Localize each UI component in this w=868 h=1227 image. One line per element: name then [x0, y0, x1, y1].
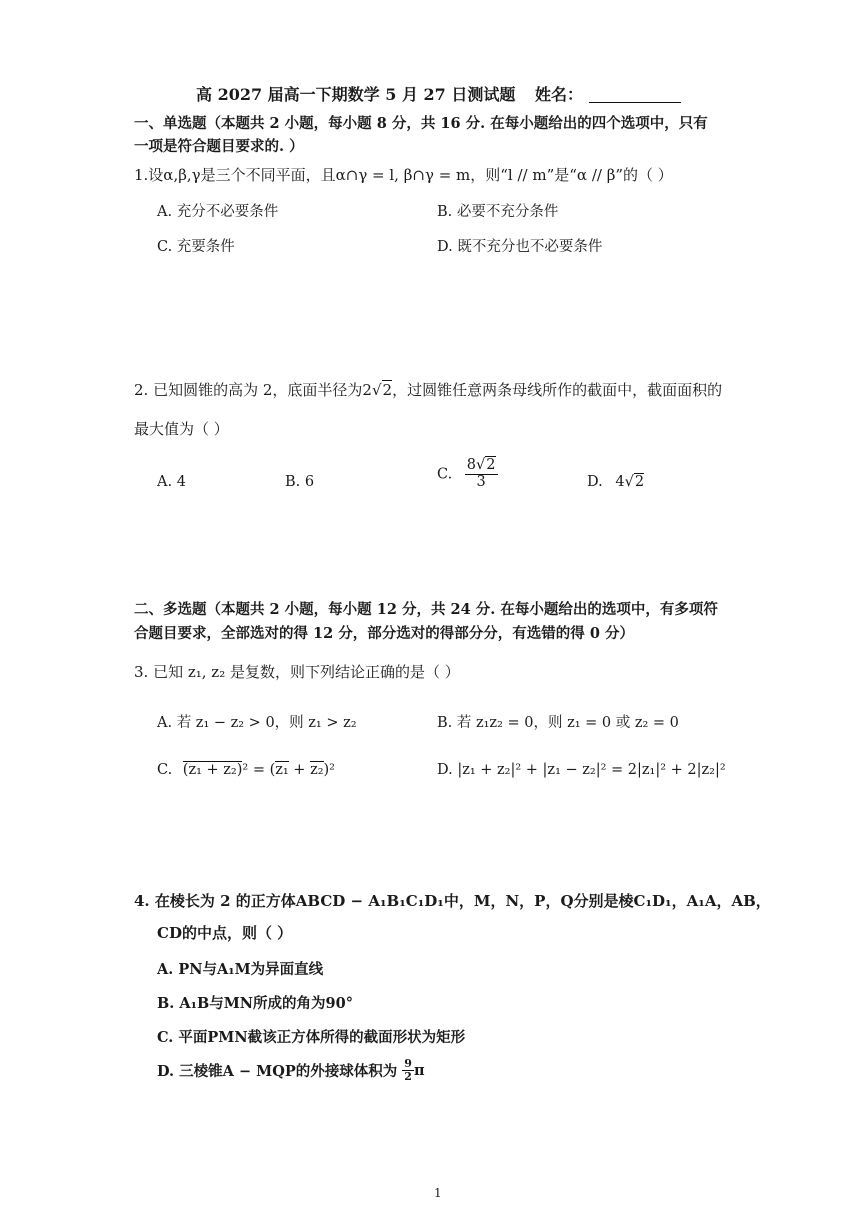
option-c-conj-z2: z₂ — [310, 762, 324, 778]
page-number: 1 — [434, 1186, 442, 1200]
question-2-text-b: ，过圆锥任意两条母线所作的截面中，截面面积的 — [392, 381, 723, 399]
question-2-radius: 2√2 — [362, 381, 393, 399]
option-d-text: D. 三棱锥A − MQP的外接球体积为 — [157, 1063, 398, 1081]
option-d-pi: π — [413, 1062, 425, 1080]
question-4-option-d — [157, 1058, 425, 1083]
exam-title: 高 2027 届高一下期数学 5 月 27 日测试题 — [196, 85, 516, 104]
question-4-stem-line1: 4. 在棱长为 2 的正方体ABCD − A₁B₁C₁D₁中，M，N，P，Q分别是棱C₁D₁，A₁A，AB， — [134, 892, 771, 910]
question-2-option-d: D. 4√2 — [587, 474, 645, 490]
question-3-option-c — [157, 762, 335, 778]
name-blank — [589, 102, 681, 103]
question-3-stem: 3. 已知 z₁, z₂ 是复数，则下列结论正确的是（ ） — [134, 663, 460, 681]
question-1-option-a: A. 充分不必要条件 — [157, 204, 279, 220]
question-2-text-a: 2. 已知圆锥的高为 2，底面半径为 — [134, 381, 363, 399]
question-1-option-c: C. 充要条件 — [157, 239, 235, 255]
option-d-coef: 4 — [615, 474, 625, 490]
option-d-fraction — [402, 1058, 414, 1083]
question-3-option-a: A. 若 z₁ − z₂ > 0，则 z₁ > z₂ — [157, 715, 357, 731]
question-2-stem-line2: 最大值为（ ） — [134, 420, 229, 438]
radius-coefficient: 2 — [362, 381, 372, 399]
question-4-option-a: A. PN与A₁M为异面直线 — [157, 961, 324, 978]
option-c-fraction: $\frac{8√2}{3}$ — [466, 457, 496, 490]
question-2-stem-line1 — [134, 379, 722, 400]
section-1-heading-line1: 一、单选题（本题共 2 小题，每小题 8 分，共 16 分. 在每小题给出的四个选项中，只有 — [134, 115, 708, 132]
question-1-stem: 1.设α,β,γ是三个不同平面，且α∩γ = l, β∩γ = m，则“l // m”是“α // β”的（ ） — [134, 166, 673, 184]
page-title — [196, 82, 681, 105]
option-c-conj-z1: z₁ — [275, 762, 289, 778]
option-c-end: )² — [323, 762, 335, 778]
fraction-numerator-radicand: 2 — [486, 457, 496, 473]
question-1-option-b: B. 必要不充分条件 — [437, 204, 559, 220]
question-2-option-a: A. 4 — [157, 474, 186, 490]
name-label: 姓名： — [534, 85, 583, 104]
section-2-heading-line1: 二、多选题（本题共 2 小题，每小题 12 分，共 24 分. 在每小题给出的选项中，有多项符 — [134, 601, 718, 618]
question-3-option-b: B. 若 z₁z₂ = 0，则 z₁ = 0 或 z₂ = 0 — [437, 715, 679, 731]
section-1-heading-line2: 一项是符合题目要求的. ） — [134, 138, 304, 155]
fraction-numerator: 9 — [404, 1057, 412, 1070]
fraction-numerator-coef: 8 — [466, 457, 477, 473]
question-4-stem-line2: CD的中点，则（ ） — [157, 924, 293, 942]
fraction-denominator: 3 — [476, 473, 486, 490]
option-d-label: D. — [587, 474, 603, 490]
fraction-denominator: 2 — [404, 1070, 412, 1084]
question-1-option-d: D. 既不充分也不必要条件 — [437, 239, 603, 255]
question-2-option-c — [437, 458, 498, 491]
option-d-radicand: 2 — [634, 474, 645, 490]
radius-radicand: 2 — [382, 381, 393, 399]
question-3-option-d: D. |z₁ + z₂|² + |z₁ − z₂|² = 2|z₁|² + 2|z₂|² — [437, 762, 726, 778]
option-c-label: C. — [437, 466, 453, 483]
question-4-option-c: C. 平面PMN截该正方体所得的截面形状为矩形 — [157, 1029, 466, 1046]
option-c-label: C. — [157, 762, 173, 778]
option-c-equals: ² = ( — [242, 762, 276, 778]
option-c-plus: + — [288, 762, 311, 778]
question-4-option-b: B. A₁B与MN所成的角为90° — [157, 995, 353, 1012]
section-2-heading-line2: 合题目要求，全部选对的得 12 分，部分选对的得部分分，有选错的得 0 分） — [134, 625, 634, 642]
question-2-option-b: B. 6 — [285, 474, 315, 490]
option-c-conjugate-sum: (z₁ + z₂) — [182, 762, 243, 778]
